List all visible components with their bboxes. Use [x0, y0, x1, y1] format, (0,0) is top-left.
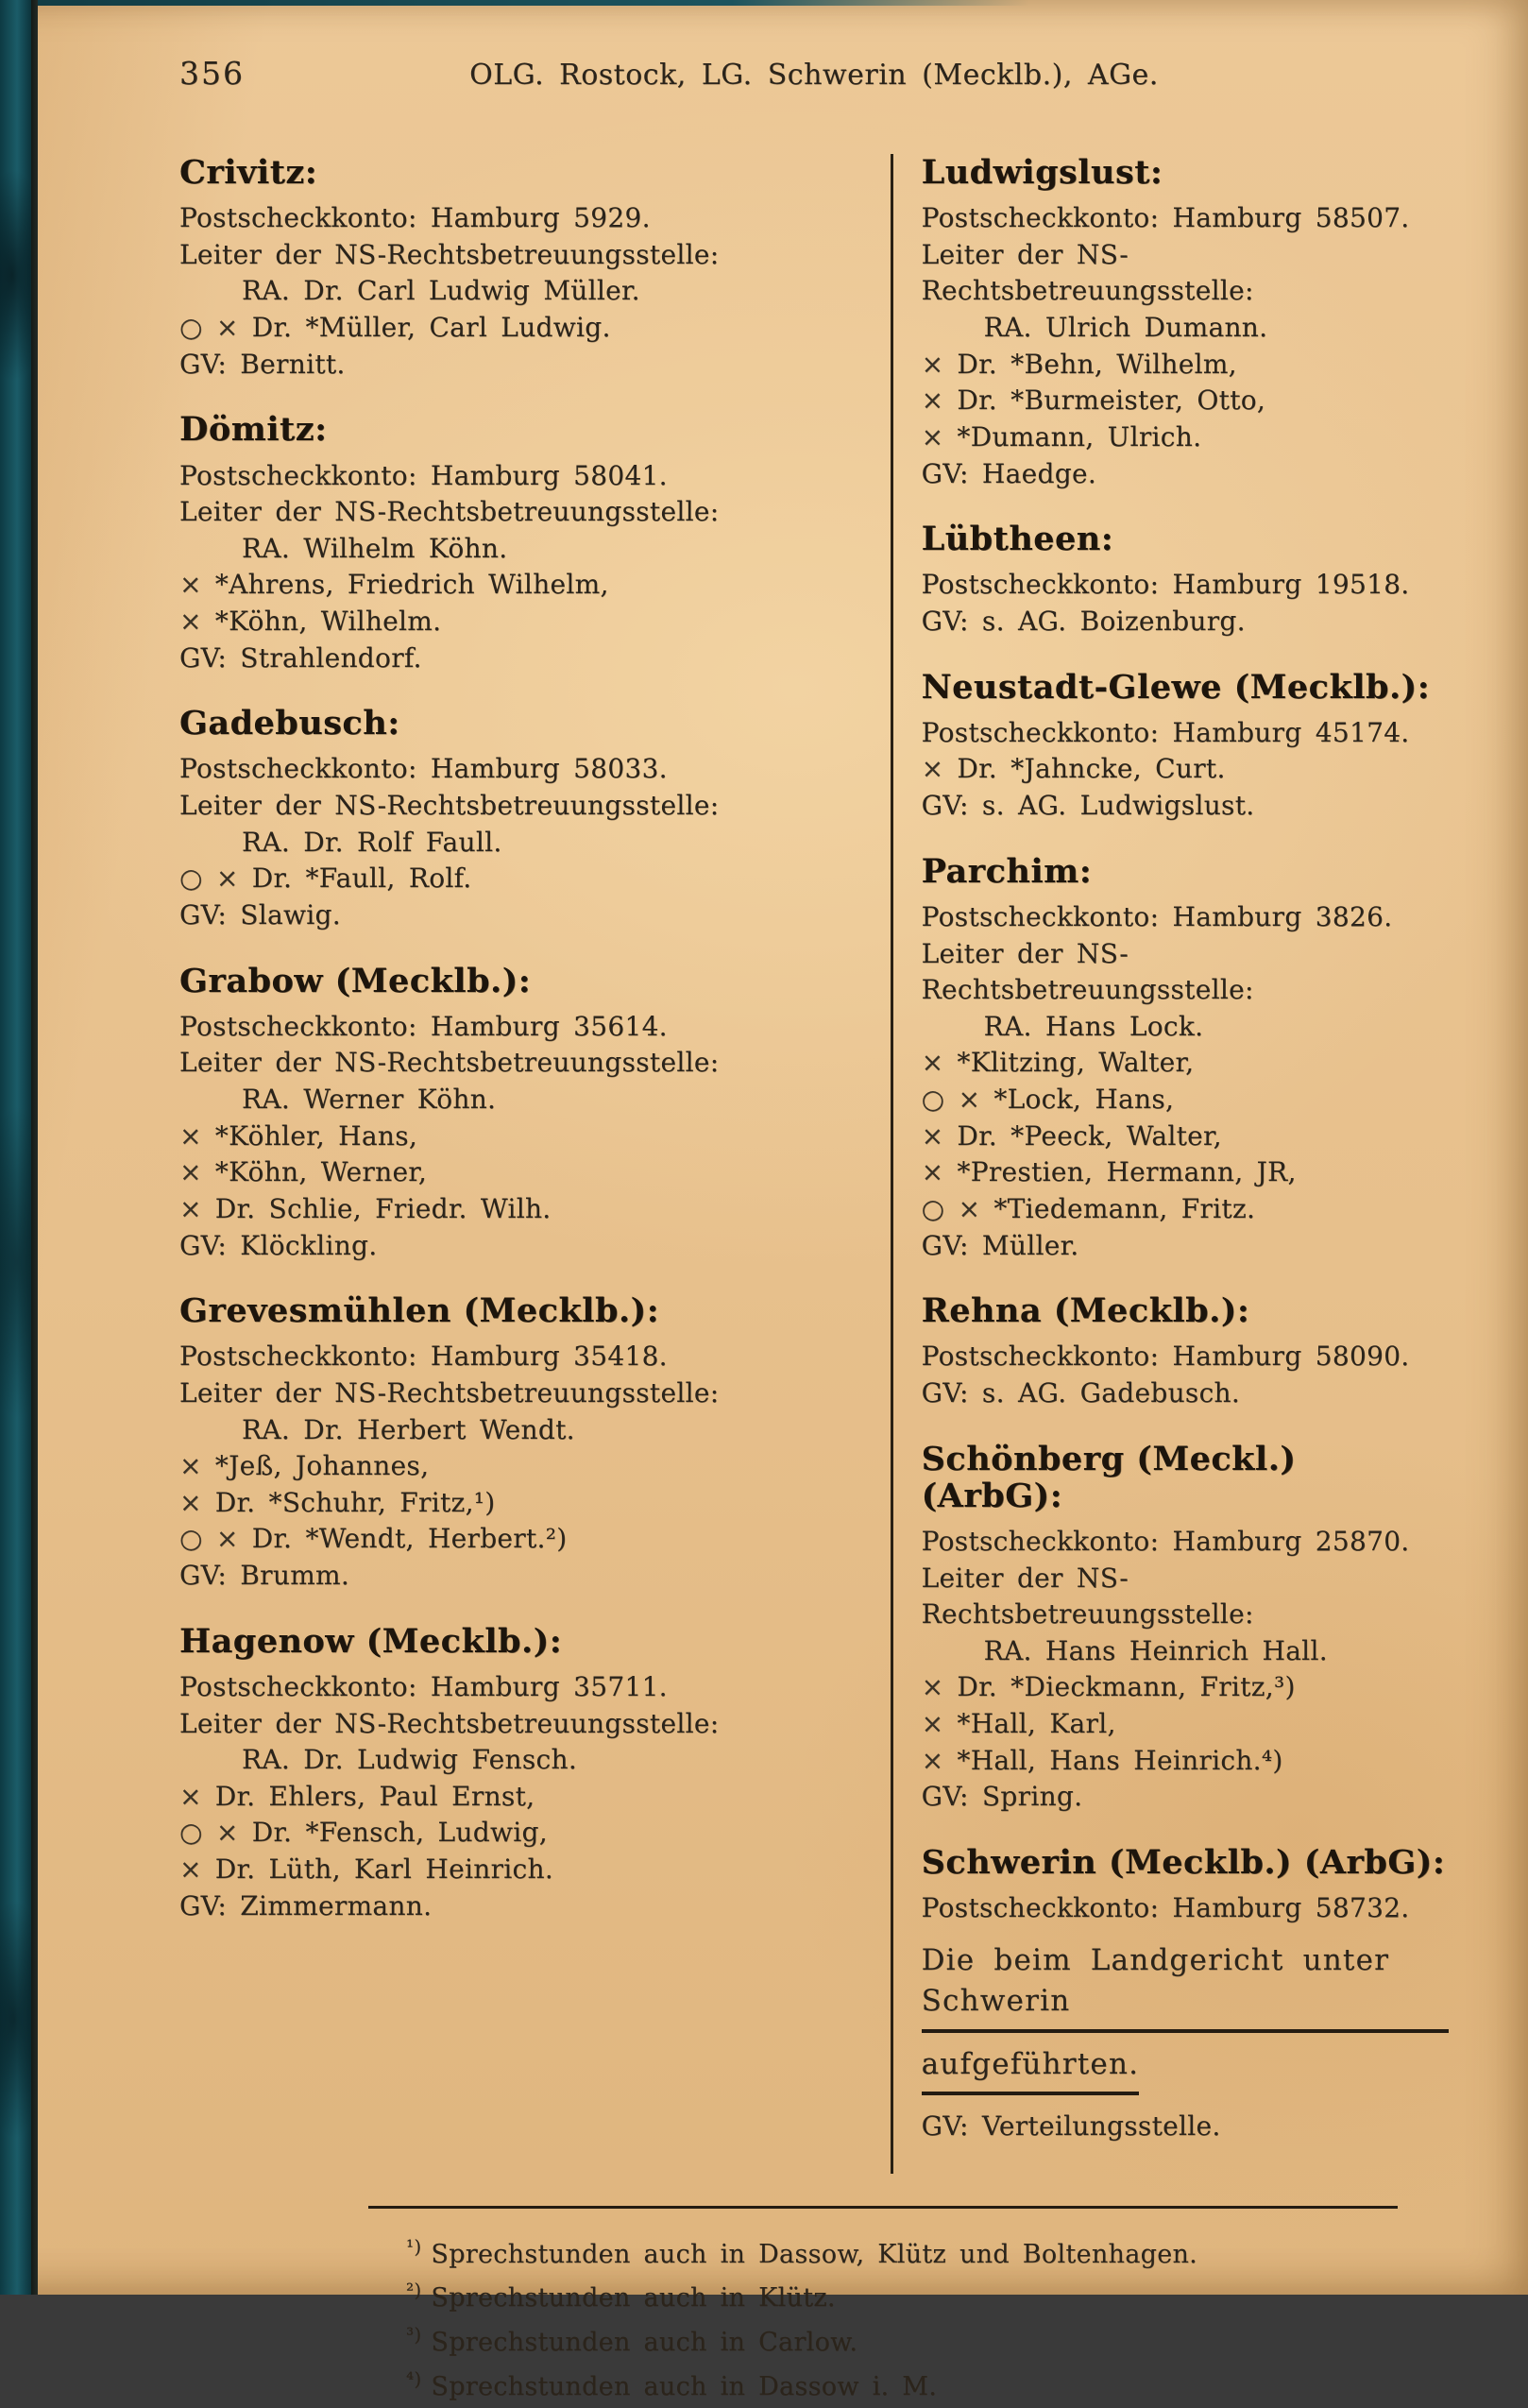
entry-place-name: Neustadt-Glewe: [921, 667, 1222, 707]
entry-line-text: GV: Müller.: [921, 1229, 1079, 1261]
entry-line: [179, 604, 870, 640]
entry-line: [922, 347, 1449, 384]
entry-title-suffix: (Mecklb.):: [353, 1621, 563, 1661]
entry-line: [922, 1524, 1449, 1561]
footnote-text: Sprechstunden auch in Klütz.: [431, 2283, 836, 2314]
entry-line-text: Dr. *Fensch, Ludwig,: [251, 1817, 548, 1849]
directory-entry: [179, 1623, 870, 1925]
entry-line-text: *Köhler, Hans,: [214, 1119, 418, 1152]
entry-line-text: Postscheckkonto: Hamburg 58732.: [921, 1892, 1410, 1924]
entry-line: [922, 1633, 1449, 1670]
entry-title-suffix: :: [314, 410, 328, 450]
entry-line-text: Leiter der NS-Rechtsbetreuungsstelle:: [179, 238, 720, 270]
entry-line: [179, 1412, 870, 1449]
entry-title: [179, 1292, 870, 1329]
entry-line-text: GV: Klöckling.: [179, 1229, 378, 1261]
entry-line: [179, 1888, 870, 1925]
entry-line: [179, 1009, 870, 1046]
entry-line-text: Dr. *Jahncke, Curt.: [957, 753, 1226, 785]
entry-title: [922, 1292, 1449, 1329]
entry-line-text: *Klitzing, Walter,: [957, 1047, 1195, 1079]
footnote-divider: [368, 2206, 1398, 2209]
entry-place-name: Ludwigslust: [921, 153, 1150, 192]
entry-line: [179, 1375, 870, 1412]
entry-line-text: Leiter der NS-Rechtsbetreuungsstelle:: [179, 1376, 720, 1409]
entry-line: [179, 1521, 870, 1558]
directory-entry: [922, 669, 1449, 825]
entry-title-suffix: :: [1149, 153, 1163, 192]
entry-line: [179, 1045, 870, 1082]
entry-line-text: GV: s. AG. Gadebusch.: [921, 1376, 1241, 1409]
entry-place-name: Dömitz: [179, 410, 315, 450]
entry-line-text: Postscheckkonto: Hamburg 25870.: [921, 1525, 1410, 1557]
entry-title: [179, 411, 870, 448]
footnote-line: [406, 2231, 1449, 2276]
footnote-line: [406, 2319, 1449, 2364]
entry-line-text: Leiter der NS-Rechtsbetreuungsstelle:: [921, 1562, 1254, 1631]
entry-line: [922, 1154, 1449, 1191]
lawyer-marker-symbols: ×: [179, 1119, 202, 1152]
entry-line: [922, 1045, 1449, 1082]
entry-line: [922, 788, 1449, 825]
entry-line: [179, 751, 870, 788]
lawyer-marker-symbols: ×: [921, 420, 944, 453]
entry-line: [179, 861, 870, 897]
entry-line-text: *Prestien, Hermann, JR,: [957, 1156, 1297, 1188]
entry-line-text: Leiter der NS-Rechtsbetreuungsstelle:: [921, 238, 1254, 307]
footnote-text: Sprechstunden auch in Dassow i. M.: [431, 2371, 938, 2401]
entry-place-name: Gadebusch: [179, 704, 388, 743]
directory-entry: [922, 1844, 1449, 2145]
footnote-marker: ³): [406, 2323, 422, 2347]
entry-line: [179, 788, 870, 825]
entry-line-text: GV: Slawig.: [179, 898, 341, 931]
entry-line-text: Dr. Ehlers, Paul Ernst,: [214, 1780, 535, 1812]
entry-line: [922, 419, 1449, 456]
entry-line-text: Dr. Schlie, Friedr. Wilh.: [214, 1192, 552, 1224]
entry-line: [922, 1743, 1449, 1780]
entry-line: [179, 1082, 870, 1119]
lawyer-marker-symbols: ×: [179, 569, 202, 601]
entry-line: [922, 1561, 1449, 1633]
entry-line-text: *Tiedemann, Fritz.: [993, 1192, 1256, 1224]
entry-line: [179, 1339, 870, 1375]
entry-line: [179, 1742, 870, 1779]
lawyer-marker-symbols: ×: [921, 1671, 944, 1703]
entry-line-text: Dr. Lüth, Karl Heinrich.: [214, 1853, 554, 1885]
entry-title: [179, 154, 870, 191]
entry-place-name: Schwerin: [921, 1842, 1097, 1882]
entry-line-text: *Ahrens, Friedrich Wilhelm,: [214, 569, 609, 601]
lawyer-marker-symbols: ×: [921, 1708, 944, 1740]
entry-line-text: RA. Dr. Rolf Faull.: [242, 826, 502, 858]
entry-line-text: GV: s. AG. Ludwigslust.: [921, 790, 1255, 822]
entry-line-text: RA. Hans Heinrich Hall.: [983, 1634, 1328, 1666]
footnote-line: [406, 2275, 1449, 2319]
entry-line: [922, 936, 1449, 1009]
entry-title-suffix: (Meckl.) (ArbG):: [921, 1439, 1297, 1515]
entry-line-text: Dr. *Behn, Wilhelm,: [957, 348, 1237, 380]
lawyer-marker-symbols: ×: [179, 606, 202, 637]
entry-line-text: RA. Werner Köhn.: [242, 1084, 497, 1115]
entry-line: [922, 1082, 1449, 1119]
column-left: [179, 154, 891, 2174]
page-number: 356: [179, 55, 245, 92]
lawyer-marker-symbols: ×: [179, 1853, 202, 1885]
entry-title-suffix: :: [1078, 851, 1093, 891]
entry-line: [179, 567, 870, 604]
entry-place-name: Grabow: [179, 961, 323, 1000]
entry-line-text: Leiter der NS-Rechtsbetreuungsstelle:: [179, 1047, 720, 1079]
lawyer-marker-symbols: ○ ×: [921, 1192, 981, 1224]
entry-line: [922, 1191, 1449, 1228]
entry-line: [922, 456, 1449, 493]
lawyer-marker-symbols: ×: [921, 384, 944, 417]
entry-title: [922, 1441, 1449, 1514]
footnote-text: Sprechstunden auch in Carlow.: [431, 2328, 858, 2358]
entry-place-name: Crivitz: [179, 153, 305, 192]
entry-title-suffix: (Mecklb.):: [450, 1291, 660, 1331]
running-header: OLG. Rostock, LG. Schwerin (Mecklb.), AGe.: [469, 59, 1159, 92]
entry-line-text: aufgeführten.: [922, 2044, 1140, 2095]
entry-line-text: Postscheckkonto: Hamburg 5929.: [179, 202, 651, 234]
entry-line: [922, 1009, 1449, 1046]
entry-line-text: Dr. *Wendt, Herbert.²): [251, 1523, 568, 1555]
entry-line-text: Leiter der NS-Rechtsbetreuungsstelle:: [179, 1707, 720, 1739]
entry-line: [922, 1706, 1449, 1743]
page-content: [179, 55, 1449, 2408]
lawyer-marker-symbols: ○ ×: [921, 1084, 981, 1115]
footnote-text: Sprechstunden auch in Dassow, Klütz und Boltenhagen.: [431, 2239, 1198, 2269]
footnote-marker: ⁴): [406, 2366, 422, 2390]
entry-line: [179, 1669, 870, 1706]
entry-line-text: Postscheckkonto: Hamburg 19518.: [921, 569, 1410, 601]
entry-line-text: GV: Spring.: [921, 1781, 1083, 1813]
directory-entry: [179, 963, 870, 1265]
entry-line: [922, 237, 1449, 310]
entry-line-text: GV: Brumm.: [179, 1560, 350, 1592]
entry-line-text: Dr. *Burmeister, Otto,: [957, 384, 1266, 417]
entry-line: [922, 1119, 1449, 1155]
entry-line-text: RA. Dr. Herbert Wendt.: [242, 1413, 575, 1445]
book-binding-edge: [0, 0, 31, 2295]
page-head: [179, 55, 1449, 92]
entry-line: [179, 1779, 870, 1816]
entry-line-text: RA. Dr. Ludwig Fensch.: [242, 1744, 578, 1776]
entry-line: [179, 494, 870, 531]
entry-line-text: Leiter der NS-Rechtsbetreuungsstelle:: [179, 496, 720, 528]
column-right: [891, 154, 1449, 2174]
entry-line: [179, 640, 870, 677]
directory-entry: [922, 154, 1449, 492]
entry-line-text: RA. Dr. Carl Ludwig Müller.: [242, 275, 640, 307]
entry-title-suffix: :: [304, 153, 318, 192]
entry-line: [179, 1119, 870, 1155]
entry-line: [922, 567, 1449, 604]
entry-line-text: Dr. *Dieckmann, Fritz,³): [957, 1671, 1296, 1703]
lawyer-marker-symbols: ×: [921, 348, 944, 380]
entry-line: [179, 1191, 870, 1228]
entry-line: [179, 531, 870, 568]
lawyer-marker-symbols: ×: [921, 1119, 944, 1152]
entry-line: [922, 1940, 1449, 2034]
entry-title-suffix: (Mecklb.) (ArbG):: [1096, 1842, 1446, 1882]
entry-line: [922, 200, 1449, 237]
entry-line-text: *Hall, Hans Heinrich.⁴): [957, 1744, 1283, 1776]
entry-line-text: Postscheckkonto: Hamburg 58090.: [921, 1341, 1410, 1373]
entry-line: [922, 751, 1449, 788]
entry-line: [922, 1890, 1449, 1927]
entry-line: [179, 1154, 870, 1191]
entry-line: [179, 1228, 870, 1265]
entry-title-suffix: (Mecklb.):: [1042, 1291, 1250, 1331]
entry-line: [179, 1706, 870, 1743]
directory-entry: [179, 154, 870, 383]
entry-title: [179, 705, 870, 742]
entry-line-text: *Jeß, Johannes,: [214, 1450, 430, 1482]
directory-entry: [922, 853, 1449, 1264]
entry-line: [922, 2044, 1449, 2095]
entry-line: [179, 237, 870, 274]
entry-title: [179, 1623, 870, 1660]
entry-title: [922, 853, 1449, 890]
directory-entry: [922, 1441, 1449, 1816]
entry-line-text: GV: Haedge.: [921, 457, 1097, 489]
directory-entry: [922, 521, 1449, 640]
entry-line-text: Dr. *Schuhr, Fritz,¹): [214, 1486, 496, 1518]
entry-line: [179, 1485, 870, 1522]
entry-line: [922, 310, 1449, 347]
directory-entry: [179, 411, 870, 676]
entry-title: [922, 669, 1449, 706]
entry-line: [922, 383, 1449, 419]
entry-line-text: Leiter der NS-Rechtsbetreuungsstelle:: [179, 790, 720, 822]
lawyer-marker-symbols: ×: [179, 1486, 202, 1518]
entry-line-text: Postscheckkonto: Hamburg 58033.: [179, 753, 668, 785]
entry-title: [179, 963, 870, 999]
entry-line: [179, 458, 870, 495]
entry-line: [922, 1228, 1449, 1265]
entry-line-text: Postscheckkonto: Hamburg 3826.: [921, 900, 1393, 932]
lawyer-marker-symbols: ×: [921, 1744, 944, 1776]
entry-line-text: RA. Hans Lock.: [983, 1010, 1204, 1042]
entry-line-text: Postscheckkonto: Hamburg 35418.: [179, 1341, 668, 1373]
entry-line-text: Postscheckkonto: Hamburg 35711.: [179, 1670, 668, 1702]
entry-line: [179, 1448, 870, 1485]
entry-line: [179, 1852, 870, 1888]
entry-line-text: Die beim Landgericht unter Schwerin: [921, 1942, 1390, 2018]
binding-shadow-line: [31, 0, 38, 2295]
entry-line: [179, 200, 870, 237]
entry-line-text: GV: s. AG. Boizenburg.: [921, 606, 1246, 637]
entry-line: [179, 825, 870, 862]
entry-line-text: Postscheckkonto: Hamburg 58041.: [179, 459, 668, 491]
entry-line: [922, 1339, 1449, 1375]
entry-line: [922, 1669, 1449, 1706]
entry-line-text: *Köhn, Wilhelm.: [214, 606, 442, 637]
footnote-marker: ¹): [406, 2234, 422, 2258]
page-top-edge: [38, 0, 1029, 6]
entry-line: [922, 2109, 1449, 2145]
entry-line: [922, 899, 1449, 936]
entry-line-text: *Hall, Karl,: [957, 1708, 1116, 1740]
entry-place-name: Grevesmühlen: [179, 1291, 451, 1331]
entry-line-text: Leiter der NS-Rechtsbetreuungsstelle:: [921, 937, 1254, 1006]
entry-title: [922, 154, 1449, 191]
entry-line-text: GV: Bernitt.: [179, 348, 346, 380]
entry-line-text: Postscheckkonto: Hamburg 35614.: [179, 1010, 668, 1042]
entry-line: [922, 604, 1449, 640]
entry-line: [179, 310, 870, 347]
entry-line-text: Dr. *Peeck, Walter,: [957, 1119, 1222, 1152]
directory-entry: [922, 1292, 1449, 1411]
lawyer-marker-symbols: ×: [179, 1192, 202, 1224]
entry-place-name: Rehna: [921, 1291, 1043, 1331]
entry-line: [179, 897, 870, 934]
lawyer-marker-symbols: ×: [921, 1156, 944, 1188]
entry-title-suffix: :: [1100, 520, 1114, 559]
lawyer-marker-symbols: ×: [921, 1047, 944, 1079]
entry-line-text: Postscheckkonto: Hamburg 58507.: [921, 202, 1410, 234]
entry-line: [179, 273, 870, 310]
entry-place-name: Parchim: [921, 851, 1079, 891]
entry-place-name: Schönberg: [921, 1439, 1125, 1478]
entry-line: [179, 1558, 870, 1595]
lawyer-marker-symbols: ×: [921, 753, 944, 785]
footnote-marker: ²): [406, 2279, 422, 2302]
entry-line: [179, 347, 870, 384]
entry-line: [179, 1815, 870, 1852]
entry-title: [922, 521, 1449, 557]
entry-line: [922, 1779, 1449, 1816]
entry-line-text: RA. Ulrich Dumann.: [983, 312, 1268, 344]
entry-line-text: Postscheckkonto: Hamburg 45174.: [921, 716, 1410, 748]
lawyer-marker-symbols: ○ ×: [179, 312, 239, 344]
lawyer-marker-symbols: ×: [179, 1450, 202, 1482]
entry-place-name: Lübtheen: [921, 520, 1101, 559]
directory-entry: [179, 705, 870, 933]
directory-entry: [179, 1292, 870, 1595]
entry-title: [922, 1844, 1449, 1881]
entry-line-text: RA. Wilhelm Köhn.: [242, 532, 508, 564]
lawyer-marker-symbols: ○ ×: [179, 1523, 239, 1555]
entry-title-suffix: (Mecklb.):: [322, 961, 532, 1000]
entry-place-name: Hagenow: [179, 1621, 354, 1661]
entry-title-suffix: (Mecklb.):: [1221, 667, 1431, 707]
entry-line-text: Dr. *Faull, Rolf.: [251, 862, 472, 895]
entry-line-text: Dr. *Müller, Carl Ludwig.: [251, 312, 611, 344]
entry-line-text: GV: Strahlendorf.: [179, 641, 422, 674]
entry-line-text: *Köhn, Werner,: [214, 1156, 428, 1188]
entry-line: [922, 1375, 1449, 1412]
entry-line-text: GV: Verteilungsstelle.: [921, 2110, 1221, 2143]
lawyer-marker-symbols: ×: [179, 1780, 202, 1812]
entry-title-suffix: :: [387, 704, 400, 743]
entry-line-text: *Lock, Hans,: [993, 1084, 1175, 1115]
footnotes: [406, 2231, 1449, 2408]
entry-line: [922, 715, 1449, 752]
directory-columns: [179, 154, 1449, 2174]
lawyer-marker-symbols: ×: [179, 1156, 202, 1188]
footnote-line: [406, 2364, 1449, 2408]
lawyer-marker-symbols: ○ ×: [179, 1817, 239, 1849]
entry-line-text: *Dumann, Ulrich.: [957, 420, 1202, 453]
entry-line-text: GV: Zimmermann.: [179, 1889, 433, 1921]
lawyer-marker-symbols: ○ ×: [179, 862, 239, 895]
